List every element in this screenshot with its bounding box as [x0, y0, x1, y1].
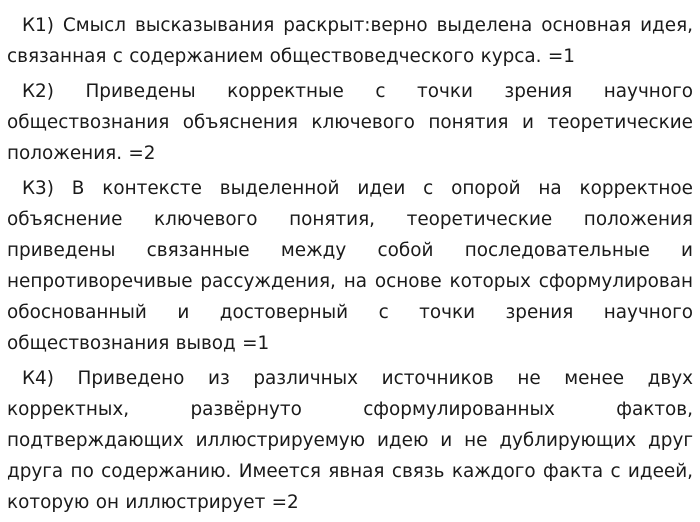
- criterion-k3-paragraph: К3) В контексте выделенной идеи с опорой на корректное объяснение ключевого понятия, теоретические положения приведены связанные между собой последовательные и непротиворечивые рассуждения, на основе которых сформулирован обоснованный и достоверный с точки зрения научного обществознания вывод =1: [7, 178, 693, 354]
- criterion-k1-paragraph: К1) Смысл высказывания раскрыт:верно выделена основная идея, связанная с содержанием обществоведческого курса. =1: [7, 15, 693, 67]
- criterion-k2-paragraph: К2) Приведены корректные с точки зрения научного обществознания объяснения ключевого понятия и теоретические положения. =2: [7, 81, 693, 164]
- criterion-k4-paragraph: К4) Приведено из различных источников не менее двух корректных, развёрнуто сформулированных фактов, подтверждающих иллюстрируемую идею и не дублирующих друг друга по содержанию. Имеется явная связь каждого факта с идеей, которую он иллюстрирует =2: [7, 368, 693, 513]
- document-body: [7, 10, 693, 522]
